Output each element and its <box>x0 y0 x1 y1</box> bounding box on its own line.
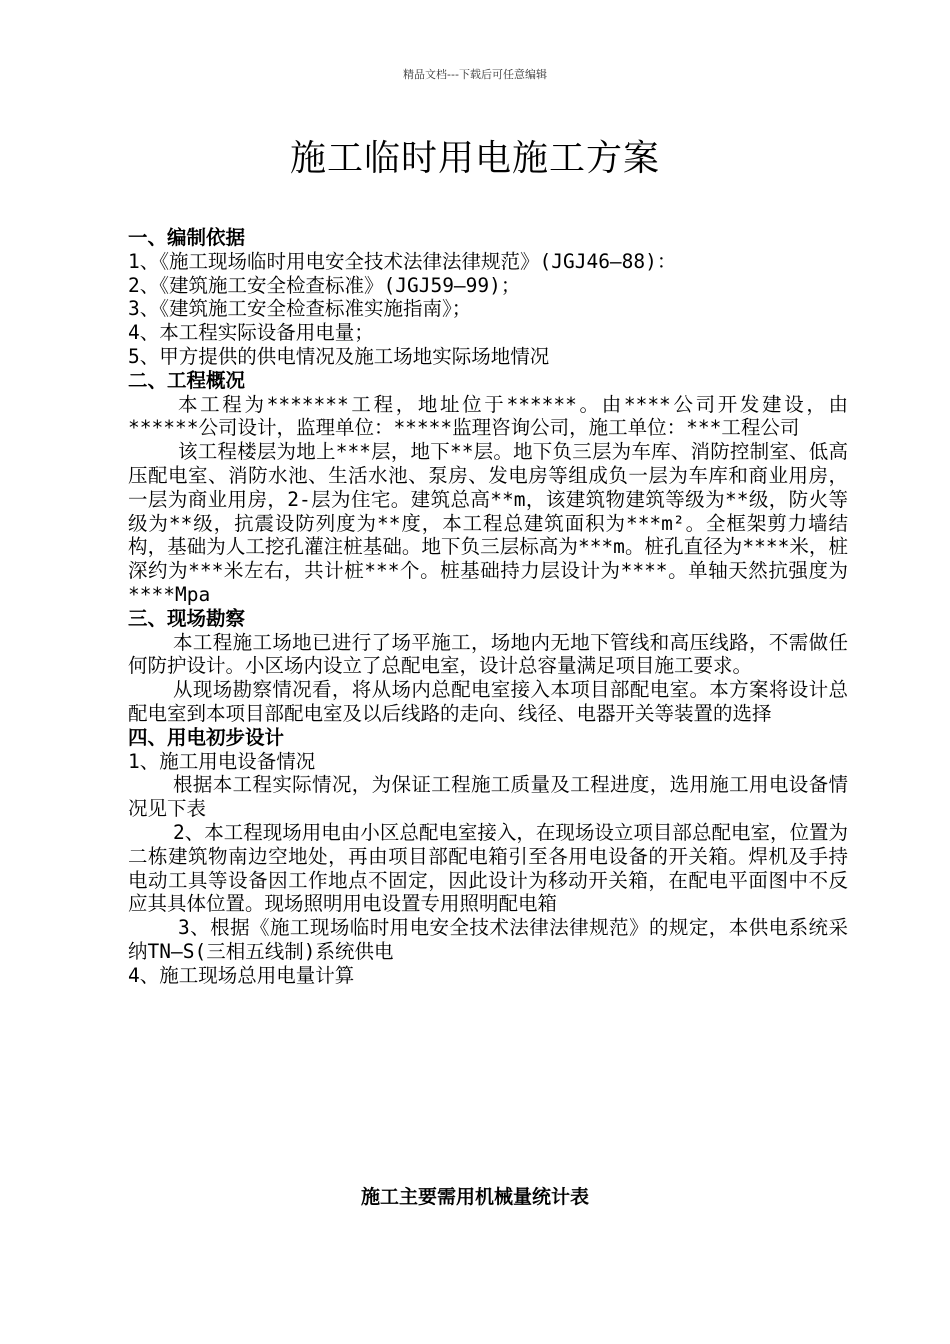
basis-item: 3、《建筑施工安全检查标准实施指南》； <box>128 297 472 321</box>
document-body <box>128 226 848 988</box>
page-header: 精品文档---下载后可任意编辑 <box>403 68 547 81</box>
basis-item: 5、甲方提供的供电情况及施工场地实际场地情况 <box>128 344 550 368</box>
design-item: 1、施工用电设备情况 <box>128 749 316 773</box>
basis-item: 2、《建筑施工安全检查标准》(JGJ59—99)； <box>128 273 521 297</box>
section-heading-basis: 一、编制依据 <box>128 226 246 249</box>
design-paragraph: 3、根据《施工现场临时用电安全技术法律法律规范》的规定，本供电系统采纳TN—S(三相五线制)系统供电 <box>128 916 848 963</box>
basis-item: 4、本工程实际设备用电量； <box>128 321 374 345</box>
survey-paragraph: 从现场勘察情况看，将从场内总配电室接入本项目部配电室。本方案将设计总配电室到本项目部配电室及以后线路的走向、线径、电器开关等装置的选择 <box>128 678 848 725</box>
section-heading-design: 四、用电初步设计 <box>128 725 285 749</box>
basis-item: 1、《施工现场临时用电安全技术法律法律规范》(JGJ46—88)： <box>128 249 677 273</box>
document-title: 施工临时用电施工方案 <box>289 138 660 179</box>
survey-paragraph: 本工程施工场地已进行了场平施工，场地内无地下管线和高压线路，不需做任何防护设计。小区场内设立了总配电室，设计总容量满足项目施工要求。 <box>128 630 848 678</box>
design-item: 4、施工现场总用电量计算 <box>128 963 355 987</box>
section-heading-survey: 三、现场勘察 <box>128 606 246 630</box>
overview-paragraph: 本工程为*******工程，地址位于******。由****公司开发建设，由******公司设计，监理单位：*****监理咨询公司，施工单位：***工程公司 <box>128 392 848 440</box>
design-paragraph: 2、本工程现场用电由小区总配电室接入，在现场设立项目部总配电室，位置为二栋建筑物南边空地处，再由项目部配电箱引至各用电设备的开关箱。焊机及手持电动工具等设备因工作地点不固定，因此设计为移动开关箱，在配电平面图中不反应其具体位置。现场照明用电设置专用照明配电箱 <box>128 820 848 916</box>
section-heading-overview: 二、工程概况 <box>128 368 246 392</box>
design-paragraph: 根据本工程实际情况，为保证工程施工质量及工程进度，选用施工用电设备情况见下表 <box>128 773 848 821</box>
table-title: 施工主要需用机械量统计表 <box>360 1186 589 1208</box>
overview-paragraph: 该工程楼层为地上***层，地下**层。地下负三层为车库、消防控制室、低高压配电室、消防水池、生活水池、泵房、发电房等组成负一层为车库和商业用房，一层为商业用房，2-层为住宅。建筑总高**m，该建筑物建筑等级为**级，防火等级为**级，抗震设防列度为**度，本工程总建筑面积为***m²。全框架剪力墙结构，基础为人工挖孔灌注桩基础。地下负三层标高为***m。桩孔直径为****米，桩深约为***米左右，共计桩***个。桩基础持力层设计为****。单轴天然抗强度为****Mpa <box>128 440 848 606</box>
